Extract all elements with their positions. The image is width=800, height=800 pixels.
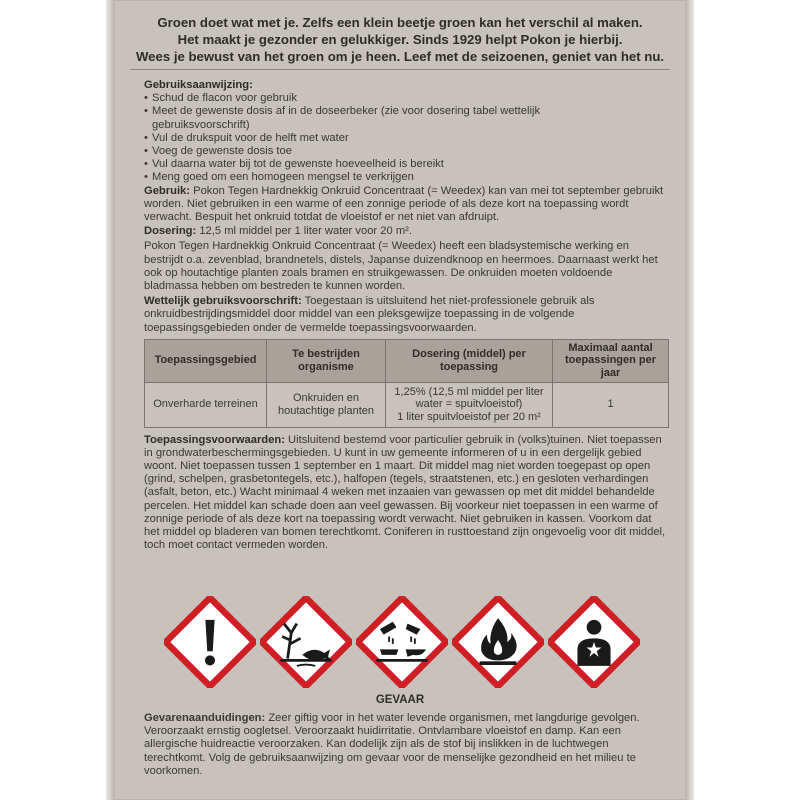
hazard-statements: Gevarenaanduidingen: Zeer giftig voor in het water levende organismen, met langdurige gevolgen. Veroorzaakt ernstig oogletsel. Veroorzaakt huidirritatie. Ontvlambare vloeistof en damp. Kan een allergische huidreactie veroorzaken. Kan dodelijk zijn als de stof bij inslikken in de luchtwegen terechtkomt. Volg de gebruiksaanwijzing om gevaar voor de menselijke gezondheid en het milieu te voorkomen. bbox=[144, 712, 640, 777]
environment-hazard-icon bbox=[260, 596, 352, 688]
usage-heading: Gebruiksaanwijzing: bbox=[144, 79, 253, 91]
table-header-row bbox=[145, 339, 669, 382]
usage-step: • Meet de gewenste dosis af in de doseerbeker (zie voor dosering tabel wettelijk gebruiksvoorschrift) bbox=[144, 105, 669, 131]
signal-word: GEVAAR bbox=[375, 694, 425, 706]
legal-paragraph: Wettelijk gebruiksvoorschrift: Toegestaan is uitsluitend het niet-professionele gebruik als onkruidbestrijdingsmiddel door middel van een pleksgewijze toepassing in de volgende toepassingsgebieden onder de vermelde toepassingsvoorwaarden. bbox=[144, 295, 595, 334]
usage-step: • Voeg de gewenste dosis toe bbox=[144, 145, 669, 158]
exclamation-mark-icon bbox=[164, 596, 256, 688]
usage-step: • Vul daarna water bij tot de gewenste hoeveelheid is bereikt bbox=[144, 158, 669, 171]
table-header: Te bestrijden organisme bbox=[267, 339, 386, 382]
product-box-back bbox=[114, 0, 686, 800]
intro-line: Groen doet wat met je. Zelfs een klein beetje groen kan het verschil al maken. bbox=[157, 15, 643, 30]
dosage-paragraph: Dosering: 12,5 ml middel per 1 liter water voor 20 m². bbox=[144, 225, 412, 238]
corrosion-icon bbox=[356, 596, 448, 688]
table-header: Toepassingsgebied bbox=[145, 339, 267, 382]
usage-step: • Schud de flacon voor gebruik bbox=[144, 92, 669, 105]
intro-text bbox=[130, 14, 670, 65]
flame-icon bbox=[452, 596, 544, 688]
divider bbox=[130, 69, 670, 70]
conditions-paragraph: Toepassingsvoorwaarden: Uitsluitend bestemd voor particulier gebruik in (volks)tuinen. Niet toepassen in grondwaterbeschermingsgebieden. U kunt in uw gemeente informeren of u in een dergelijk gebied woont. Niet toepassen tussen 1 september en 1 maart. Dit middel mag niet worden toegepast op open (grind, schelpen, grasbetontegels, etc.), halfopen (tegels, straatstenen, etc.) en gesloten verhardingen (asfalt, beton, etc.) Wacht minimaal 4 weken met inzaaien van gewassen op met dit middel behandelde percelen. Het middel kan schade doen aan veel gewassen. Bij voorkeur niet toepassen in een warme of zonnige periode of als deze kort na toepassing wordt verwacht. Niet gebruiken in kassen. Voorkom dat het middel op bladeren van bomen terechtkomt. Coniferen in rusttoestand zijn ongevoelig voor dit middel, toch moet contact vermeden worden. bbox=[144, 433, 666, 552]
dosage-table bbox=[144, 339, 669, 428]
hazard-pictograms bbox=[114, 596, 686, 688]
description-paragraph: Pokon Tegen Hardnekkig Onkruid Concentraat (= Weedex) heeft een bladsystemische werking en bestrijdt o.a. zevenblad, brandnetels, distels, Japanse duizendknoop en heermoes. Daarnaast werkt het ook op houtachtige planten zoals bramen en struikgewassen. De onkruiden moeten voldoende bladmassa hebben om bestreden te kunnen worden. bbox=[144, 240, 658, 293]
table-cell: Onverharde terreinen bbox=[145, 382, 267, 427]
table-header: Maximaal aantal toepassingen per jaar bbox=[553, 339, 669, 382]
usage-paragraph: Gebruik: Pokon Tegen Hardnekkig Onkruid Concentraat (= Weedex) kan van mei tot september gebruikt worden. Niet gebruiken in een warme of een zonnige periode of als deze kort na toepassing wordt verwacht. Bespuit het onkruid totdat de vloeistof er net niet van afdruipt. bbox=[144, 184, 664, 224]
usage-step: • Vul de drukspuit voor de helft met water bbox=[144, 132, 669, 145]
intro-line: Wees je bewust van het groen om je heen. Leef met de seizoenen, geniet van het nu. bbox=[135, 49, 665, 64]
table-header: Dosering (middel) per toepassing bbox=[386, 339, 553, 382]
intro-line: Het maakt je gezonder en gelukkiger. Sinds 1929 helpt Pokon je hierbij. bbox=[177, 32, 623, 47]
health-hazard-icon bbox=[548, 596, 640, 688]
usage-steps bbox=[144, 92, 669, 184]
table-cell: Onkruiden en houtachtige planten bbox=[267, 382, 386, 427]
usage-step: • Meng goed om een homogeen mengsel te verkrijgen bbox=[144, 171, 669, 184]
instructions-block bbox=[144, 79, 669, 552]
table-cell: 1 bbox=[553, 382, 669, 427]
table-row bbox=[145, 382, 669, 427]
table-cell: 1,25% (12,5 ml middel per liter water = spuitvloeistof) 1 liter spuitvloeistof per 20 m² bbox=[386, 382, 553, 427]
